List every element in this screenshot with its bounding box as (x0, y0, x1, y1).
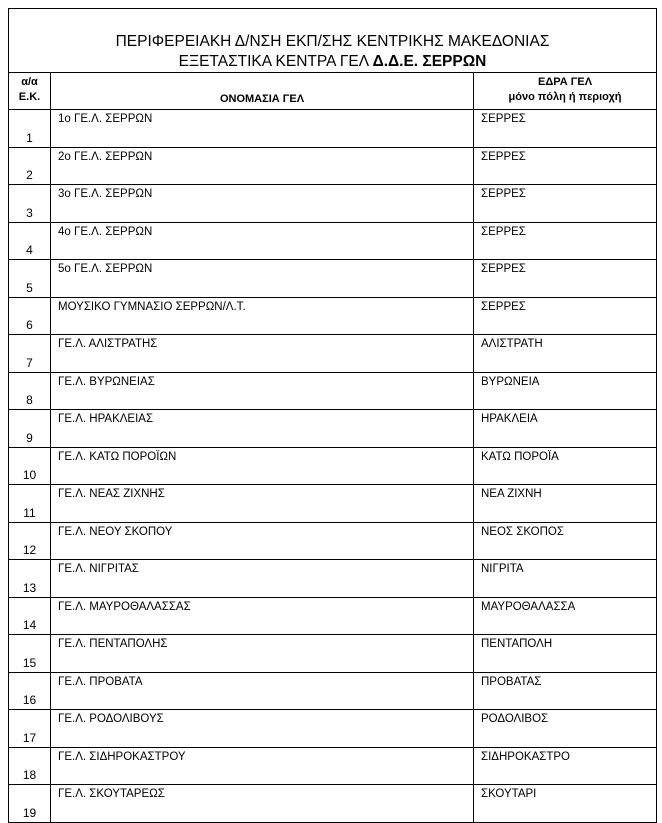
row-number: 16 (9, 672, 51, 710)
school-seat: ΑΛΙΣΤΡΑΤΗ (474, 335, 657, 373)
exam-centers-table (8, 8, 657, 823)
school-seat: ΣΕΡΡΕΣ (474, 185, 657, 223)
header-aa-line-1: α/α (21, 76, 38, 88)
school-name: ΓΕ.Λ. ΝΙΓΡΙΤΑΣ (51, 560, 474, 598)
school-seat: ΣΕΡΡΕΣ (474, 110, 657, 148)
school-name: 5ο ΓΕ.Λ. ΣΕΡΡΩΝ (51, 260, 474, 298)
row-number: 4 (9, 222, 51, 260)
school-name: ΓΕ.Λ. ΠΡΟΒΑΤΑ (51, 672, 474, 710)
header-seat (474, 73, 657, 110)
row-number: 9 (9, 410, 51, 448)
row-number: 6 (9, 297, 51, 335)
school-name: ΓΕ.Λ. ΝΕΑΣ ΖΙΧΝΗΣ (51, 485, 474, 523)
table-row (9, 710, 657, 748)
title-line-2-bold: Δ.Δ.Ε. ΣΕΡΡΩΝ (372, 53, 487, 70)
school-name: 3ο ΓΕ.Λ. ΣΕΡΡΩΝ (51, 185, 474, 223)
header-row (9, 73, 657, 110)
row-number: 1 (9, 110, 51, 148)
table-row (9, 447, 657, 485)
school-seat: ΣΕΡΡΕΣ (474, 297, 657, 335)
school-seat: ΜΑΥΡΟΘΑΛΑΣΣΑ (474, 597, 657, 635)
school-name: ΓΕ.Λ. ΣΚΟΥΤΑΡΕΩΣ (51, 785, 474, 823)
table-row (9, 560, 657, 598)
table-row (9, 260, 657, 298)
school-seat: ΝΙΓΡΙΤΑ (474, 560, 657, 598)
school-name: ΓΕ.Λ. ΒΥΡΩΝΕΙΑΣ (51, 372, 474, 410)
school-seat: ΣΕΡΡΕΣ (474, 222, 657, 260)
table-row (9, 297, 657, 335)
table-row (9, 372, 657, 410)
school-name: ΓΕ.Λ. ΗΡΑΚΛΕΙΑΣ (51, 410, 474, 448)
school-seat: ΝΕΟΣ ΣΚΟΠΟΣ (474, 522, 657, 560)
table-row (9, 110, 657, 148)
row-number: 5 (9, 260, 51, 298)
school-name: ΓΕ.Λ. ΑΛΙΣΤΡΑΤΗΣ (51, 335, 474, 373)
school-name: ΓΕ.Λ. ΡΟΔΟΛΙΒΟΥΣ (51, 710, 474, 748)
row-number: 3 (9, 185, 51, 223)
header-aa-line-2: Ε.Κ. (18, 91, 41, 103)
title-line-2 (9, 52, 656, 72)
school-seat: ΚΑΤΩ ΠΟΡΟΪΑ (474, 447, 657, 485)
title-line-2-prefix: ΕΞΕΤΑΣΤΙΚΑ ΚΕΝΤΡΑ ΓΕΛ (178, 53, 373, 70)
school-name: ΓΕ.Λ. ΜΑΥΡΟΘΑΛΑΣΣΑΣ (51, 597, 474, 635)
school-seat: ΠΡΟΒΑΤΑΣ (474, 672, 657, 710)
row-number: 15 (9, 635, 51, 673)
document-title (9, 9, 657, 73)
title-line-1: ΠΕΡΙΦΕΡΕΙΑΚΗ Δ/ΝΣΗ ΕΚΠ/ΣΗΣ ΚΕΝΤΡΙΚΗΣ ΜΑΚΕΔΟΝΙΑΣ (115, 33, 550, 50)
row-number: 8 (9, 372, 51, 410)
row-number: 11 (9, 485, 51, 523)
school-seat: ΗΡΑΚΛΕΙΑ (474, 410, 657, 448)
table-row (9, 410, 657, 448)
school-seat: ΣΚΟΥΤΑΡΙ (474, 785, 657, 823)
table-row (9, 147, 657, 185)
table-row (9, 597, 657, 635)
school-name: 4ο ΓΕ.Λ. ΣΕΡΡΩΝ (51, 222, 474, 260)
school-name: 2ο ΓΕ.Λ. ΣΕΡΡΩΝ (51, 147, 474, 185)
school-seat: ΠΕΝΤΑΠΟΛΗ (474, 635, 657, 673)
row-number: 19 (9, 785, 51, 823)
school-name: ΜΟΥΣΙΚΟ ΓΥΜΝΑΣΙΟ ΣΕΡΡΩΝ/Λ.Τ. (51, 297, 474, 335)
row-number: 17 (9, 710, 51, 748)
header-seat-line-1: ΕΔΡΑ ΓΕΛ (537, 76, 593, 88)
title-row (9, 9, 657, 73)
school-seat: ΝΕΑ ΖΙΧΝΗ (474, 485, 657, 523)
table-row (9, 785, 657, 823)
row-number: 13 (9, 560, 51, 598)
school-name: 1ο ΓΕ.Λ. ΣΕΡΡΩΝ (51, 110, 474, 148)
table-row (9, 335, 657, 373)
header-aa (9, 73, 51, 110)
table-row (9, 672, 657, 710)
school-name: ΓΕ.Λ. ΠΕΝΤΑΠΟΛΗΣ (51, 635, 474, 673)
table-row (9, 485, 657, 523)
school-name: ΓΕ.Λ. ΣΙΔΗΡΟΚΑΣΤΡΟΥ (51, 747, 474, 785)
header-seat-line-2: μόνο πόλη ή περιοχή (508, 91, 622, 103)
school-name: ΓΕ.Λ. ΝΕΟΥ ΣΚΟΠΟΥ (51, 522, 474, 560)
school-seat: ΒΥΡΩΝΕΙΑ (474, 372, 657, 410)
table-row (9, 747, 657, 785)
school-seat: ΣΕΡΡΕΣ (474, 260, 657, 298)
row-number: 2 (9, 147, 51, 185)
table-row (9, 222, 657, 260)
row-number: 14 (9, 597, 51, 635)
header-name: ΟΝΟΜΑΣΙΑ ΓΕΛ (51, 73, 474, 110)
table-row (9, 185, 657, 223)
row-number: 10 (9, 447, 51, 485)
row-number: 12 (9, 522, 51, 560)
school-seat: ΣΕΡΡΕΣ (474, 147, 657, 185)
school-name: ΓΕ.Λ. ΚΑΤΩ ΠΟΡΟΪΩΝ (51, 447, 474, 485)
school-seat: ΡΟΔΟΛΙΒΟΣ (474, 710, 657, 748)
row-number: 7 (9, 335, 51, 373)
table-row (9, 635, 657, 673)
row-number: 18 (9, 747, 51, 785)
table-row (9, 522, 657, 560)
school-seat: ΣΙΔΗΡΟΚΑΣΤΡΟ (474, 747, 657, 785)
